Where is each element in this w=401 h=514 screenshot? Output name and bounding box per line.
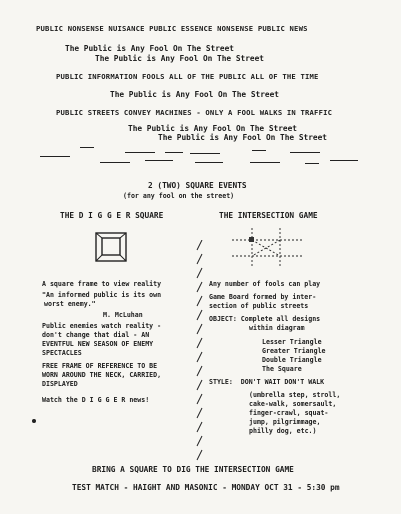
intersection-game-heading: THE INTERSECTION GAME	[219, 211, 318, 220]
footer-line-1: BRING A SQUARE TO DIG THE INTERSECTION GAME	[92, 465, 294, 474]
design-lesser-triangle: Lesser Triangle	[262, 338, 322, 346]
column-divider	[193, 240, 207, 475]
left-quote-1: "An informed public is its own	[42, 291, 162, 299]
left-p4-3: DISPLAYED	[42, 380, 78, 388]
events-subtitle: (for any fool on the street)	[123, 192, 235, 200]
square-frame-icon	[95, 232, 127, 262]
footer-line-2: TEST MATCH - HAIGHT AND MASONIC - MONDAY OCT 31 - 5:30 pm	[72, 483, 340, 492]
design-greater-triangle: Greater Triangle	[262, 347, 326, 355]
left-quote-2: worst enemy."	[44, 300, 96, 308]
right-p2-1: Game Board formed by inter-	[209, 293, 317, 301]
left-p3-1: Public enemies watch reality -	[42, 322, 162, 330]
design-the-square: The Square	[262, 365, 302, 373]
fool-line-4: The Public is Any Fool On The Street	[128, 124, 297, 133]
right-p1: Any number of fools can play	[209, 280, 321, 288]
ink-dot	[32, 419, 36, 423]
right-style: STYLE: DON'T WAIT DON'T WALK	[209, 378, 325, 386]
fool-line-5: The Public is Any Fool On The Street	[158, 133, 327, 142]
left-p4-2: WORN AROUND THE NECK, CARRIED,	[42, 371, 162, 379]
header-line-information: PUBLIC INFORMATION FOOLS ALL OF THE PUBLIC ALL OF THE TIME	[56, 72, 319, 81]
design-double-triangle: Double Triangle	[262, 356, 322, 364]
fool-line-2: The Public is Any Fool On The Street	[95, 54, 264, 63]
intersection-diagram	[232, 228, 302, 268]
right-object-1: OBJECT: Complete all designs	[209, 315, 321, 323]
fool-line-3: The Public is Any Fool On The Street	[110, 90, 279, 99]
left-quote-author: M. McLuhan	[103, 311, 143, 319]
header-line-nonsense: PUBLIC NONSENSE NUISANCE PUBLIC ESSENCE NONSENSE PUBLIC NEWS	[36, 24, 308, 33]
events-title: 2 (TWO) SQUARE EVENTS	[148, 181, 247, 190]
style-4: jump, pilgrimmage,	[249, 418, 321, 426]
left-p3-4: SPECTACLES	[42, 349, 82, 357]
fool-line-1: The Public is Any Fool On The Street	[65, 44, 234, 53]
style-3: finger-crawl, squat-	[249, 409, 329, 417]
left-p4-1: FREE FRAME OF REFERENCE TO BE	[42, 362, 158, 370]
left-p3-2: don't change that dial - AN	[42, 331, 150, 339]
left-p3-3: EVENTFUL NEW SEASON OF ENEMY	[42, 340, 154, 348]
left-p5: Watch the D I G G E R news!	[42, 396, 150, 404]
digger-square-heading: THE D I G G E R SQUARE	[60, 211, 164, 220]
style-1: (umbrella step, stroll,	[249, 391, 341, 399]
right-p2-2: section of public streets	[209, 302, 309, 310]
header-line-streets: PUBLIC STREETS CONVEY MACHINES - ONLY A FOOL WALKS IN TRAFFIC	[56, 108, 333, 117]
style-2: cake-walk, somersault,	[249, 400, 337, 408]
style-5: philly dog, etc.)	[249, 427, 317, 435]
right-object-2: within diagram	[249, 324, 305, 332]
left-p1: A square frame to view reality	[42, 280, 162, 288]
